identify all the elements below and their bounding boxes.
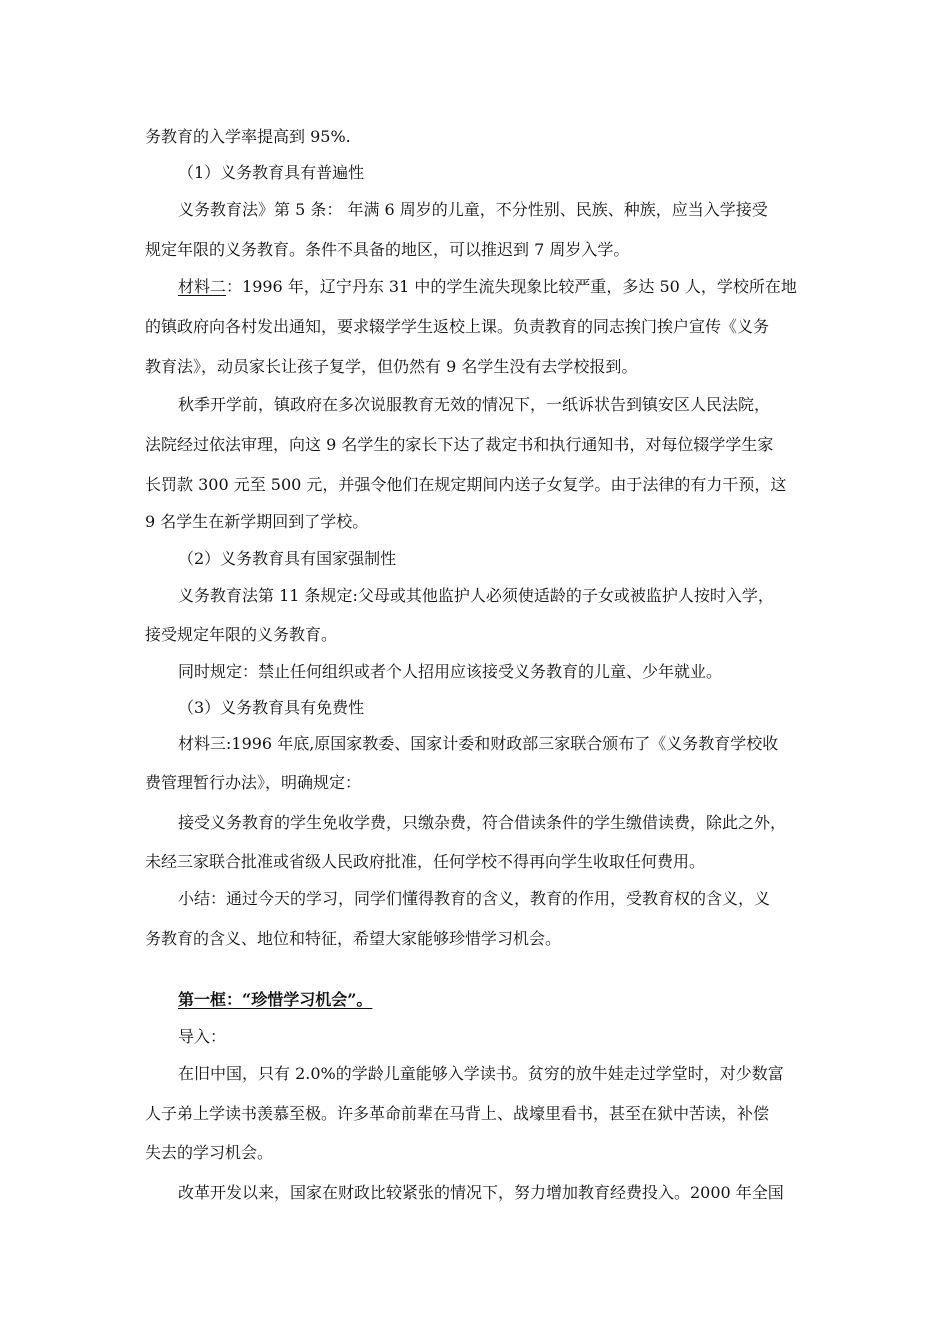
paragraph-line: 教育法》，动员家长让孩子复学，但仍然有 9 名学生没有去学校报到。 [145, 357, 638, 376]
paragraph-line: 人子弟上学读书羡慕至极。许多革命前辈在马背上、战壕里看书，甚至在狱中苦读，补偿 [145, 1104, 770, 1123]
material-label: 材料二 [178, 277, 227, 296]
paragraph-line: 同时规定：禁止任何组织或者个人招用应该接受义务教育的儿童、少年就业。 [178, 662, 723, 681]
paragraph-line: 规定年限的义务教育。条件不具备的地区，可以推迟到 7 周岁入学。 [145, 240, 630, 259]
paragraph-line: 小结：通过今天的学习，同学们懂得教育的含义，教育的作用，受教育权的含义，义 [178, 889, 771, 908]
paragraph-line: 9 名学生在新学期回到了学校。 [145, 512, 369, 531]
paragraph-line: 秋季开学前，镇政府在多次说服教育无效的情况下，一纸诉状告到镇安区人民法院， [178, 395, 771, 414]
paragraph-line: 务教育的含义、地位和特征，希望大家能够珍惜学习机会。 [145, 929, 562, 948]
paragraph-line [178, 277, 797, 297]
paragraph-line: 改革开发以来，国家在财政比较紧张的情况下，努力增加教育经费投入。2000 年全国 [178, 1183, 784, 1202]
section-heading: （1）义务教育具有普遍性 [178, 163, 365, 182]
paragraph-line: 务教育的入学率提高到 95%. [145, 127, 351, 146]
paragraph-line: 长罚款 300 元至 500 元，并强令他们在规定期间内送子女复学。由于法律的有力干预，这 [145, 475, 787, 494]
paragraph-line: 接受义务教育的学生免收学费，只缴杂费，符合借读条件的学生缴借读费，除此之外， [178, 813, 787, 832]
paragraph-line: 失去的学习机会。 [145, 1143, 274, 1162]
paragraph-line: 费管理暂行办法》，明确规定： [145, 773, 362, 792]
paragraph-line: 法院经过依法审理，向这 9 名学生的家长下达了裁定书和执行通知书，对每位辍学学生家 [145, 435, 774, 454]
section-heading: （2）义务教育具有国家强制性 [178, 549, 397, 568]
paragraph-line: 在旧中国，只有 2.0%的学龄儿童能够入学读书。贫穷的放牛娃走过学堂时，对少数富 [178, 1064, 784, 1083]
paragraph-line: 的镇政府向各村发出通知，要求辍学学生返校上课。负责教育的同志挨门挨户宣传《义务 [145, 317, 770, 336]
paragraph-line: 义务教育法》第 5 条： 年满 6 周岁的儿童，不分性别、民族、种族，应当入学接受 [178, 200, 768, 219]
paragraph-text: ：1996 年，辽宁丹东 31 中的学生流失现象比较严重，多达 50 人，学校所在地 [226, 277, 797, 296]
frame-heading: 第一框：“珍惜学习机会”。 [178, 990, 373, 1009]
intro-label: 导入： [178, 1027, 227, 1046]
section-heading: （3）义务教育具有免费性 [178, 698, 365, 717]
paragraph-line: 接受规定年限的义务教育。 [145, 625, 338, 644]
paragraph-line: 义务教育法第 11 条规定:父母或其他监护人必须使适龄的子女或被监护人按时入学， [178, 586, 774, 605]
paragraph-line: 材料三:1996 年底,原国家教委、国家计委和财政部三家联合颁布了《义务教育学校收 [178, 734, 779, 753]
paragraph-line: 未经三家联合批准或省级人民政府批准，任何学校不得再向学生收取任何费用。 [145, 852, 706, 871]
